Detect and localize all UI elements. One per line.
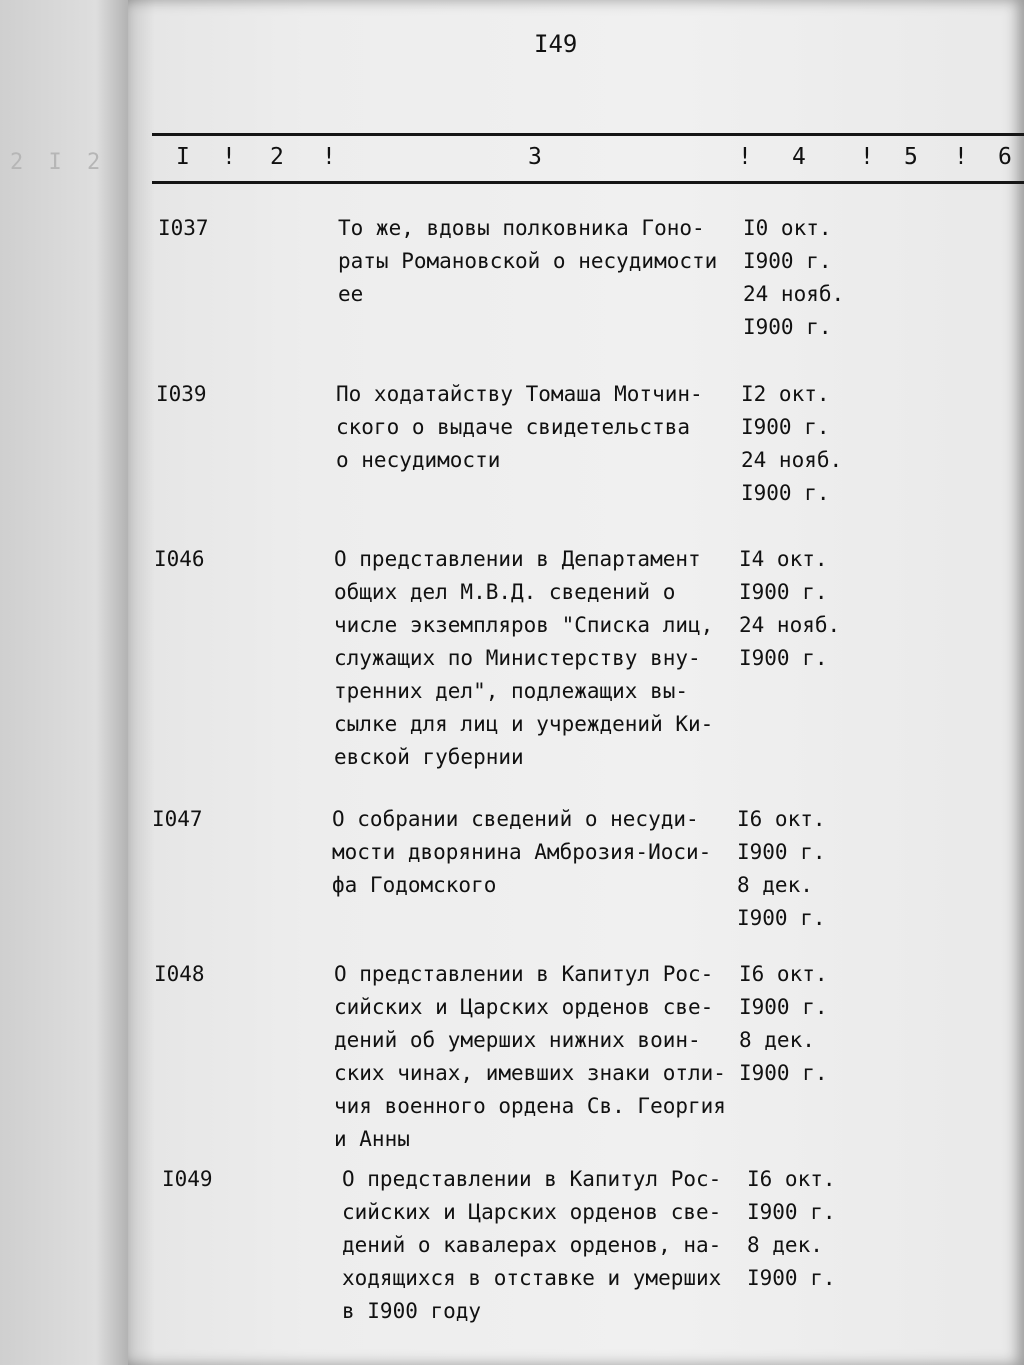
description-line: То же, вдовы полковника Гоно- [338, 216, 705, 240]
column-header-1: I [176, 144, 190, 170]
entry-dates [739, 958, 879, 1090]
left-page-ghost-text: 2 I 2 [10, 150, 107, 175]
entry-dates [741, 378, 881, 510]
table-header-rule [152, 181, 1024, 184]
description-line: сийских и Царских орденов све- [342, 1200, 722, 1224]
entry-number: I049 [162, 1167, 213, 1191]
date-line: I900 г. [741, 415, 830, 439]
description-line: ее [338, 282, 364, 306]
entry-description [338, 212, 748, 311]
column-header-2: 2 [270, 144, 284, 170]
description-line: ского о выдаче свидетельства [336, 415, 691, 439]
date-line: I6 окт. [747, 1167, 836, 1191]
date-line: 8 дек. [739, 1028, 815, 1052]
description-line: О представлении в Капитул Рос- [334, 962, 714, 986]
date-line: I900 г. [741, 481, 830, 505]
date-line: 8 дек. [747, 1233, 823, 1257]
date-line: I900 г. [747, 1266, 836, 1290]
date-line: 24 нояб. [741, 448, 843, 472]
column-header-separator: ! [738, 144, 752, 170]
date-line: 24 нояб. [739, 613, 841, 637]
date-line: I2 окт. [741, 382, 830, 406]
description-line: О собрании сведений о несуди- [332, 807, 699, 831]
entry-number: I048 [154, 962, 205, 986]
column-header-separator: ! [954, 144, 968, 170]
date-line: I900 г. [737, 840, 826, 864]
description-line: сылке для лиц и учреждений Ки- [334, 712, 714, 736]
entry-description [336, 378, 746, 477]
date-line: I6 окт. [739, 962, 828, 986]
entry-description [334, 958, 744, 1156]
page-number: I49 [534, 30, 578, 58]
date-line: I900 г. [737, 906, 826, 930]
description-line: раты Романовской о несудимости [338, 249, 718, 273]
date-line: 8 дек. [737, 873, 813, 897]
column-header-5: 5 [904, 144, 918, 170]
description-line: сийских и Царских орденов све- [334, 995, 714, 1019]
entry-number: I046 [154, 547, 205, 571]
date-line: I6 окт. [737, 807, 826, 831]
date-line: I900 г. [743, 315, 832, 339]
description-line: евской губернии [334, 745, 524, 769]
column-header-3: 3 [528, 144, 542, 170]
entry-dates [743, 212, 883, 344]
column-header-separator: ! [322, 144, 336, 170]
entry-number: I047 [152, 807, 203, 831]
description-line: ходящихся в отставке и умерших [342, 1266, 722, 1290]
description-line: числе экземпляров "Списка лиц, [334, 613, 714, 637]
entry-description [332, 803, 742, 902]
description-line: и Анны [334, 1127, 410, 1151]
column-header-4: 4 [792, 144, 806, 170]
entry-dates [747, 1163, 887, 1295]
description-line: фа Годомского [332, 873, 497, 897]
date-line: I900 г. [743, 249, 832, 273]
description-line: общих дел М.В.Д. сведений о [334, 580, 676, 604]
description-line: в I900 году [342, 1299, 482, 1323]
date-line: I900 г. [739, 646, 828, 670]
description-line: О представлении в Капитул Рос- [342, 1167, 722, 1191]
entry-dates [737, 803, 877, 935]
date-line: I900 г. [747, 1200, 836, 1224]
description-line: чия военного ордена Св. Георгия [334, 1094, 726, 1118]
entry-number: I037 [158, 216, 209, 240]
entry-number: I039 [156, 382, 207, 406]
description-line: дений об умерших нижних воин- [334, 1028, 701, 1052]
description-line: служащих по Министерству вну- [334, 646, 701, 670]
entry-dates [739, 543, 879, 675]
description-line: мости дворянина Амброзия-Иоси- [332, 840, 712, 864]
date-line: I900 г. [739, 580, 828, 604]
description-line: тренних дел", подлежащих вы- [334, 679, 689, 703]
description-line: дений о кавалерах орденов, на- [342, 1233, 722, 1257]
date-line: I4 окт. [739, 547, 828, 571]
description-line: По ходатайству Томаша Мотчин- [336, 382, 703, 406]
date-line: I900 г. [739, 995, 828, 1019]
description-line: о несудимости [336, 448, 501, 472]
column-header-6: 6 [998, 144, 1012, 170]
date-line: I900 г. [739, 1061, 828, 1085]
entry-description [342, 1163, 752, 1328]
table-top-rule [152, 133, 1024, 136]
description-line: О представлении в Департамент [334, 547, 701, 571]
date-line: I0 окт. [743, 216, 832, 240]
column-header-row [176, 140, 1024, 176]
date-line: 24 нояб. [743, 282, 845, 306]
description-line: ских чинах, имевших знаки отли- [334, 1061, 726, 1085]
entry-description [334, 543, 744, 774]
column-header-separator: ! [222, 144, 236, 170]
column-header-separator: ! [860, 144, 874, 170]
